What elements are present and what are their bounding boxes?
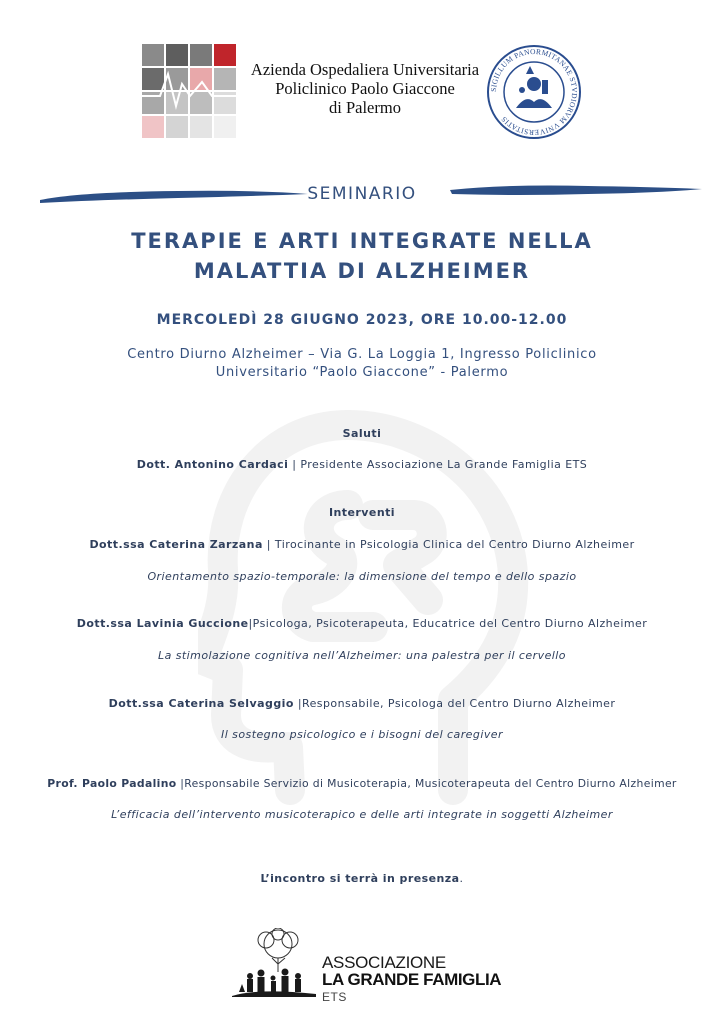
speaker-name: Dott.ssa Caterina Selvaggio — [108, 697, 294, 710]
speaker-2 — [0, 617, 724, 630]
speaker-role: |Responsabile Servizio di Musicoterapia, Musicoterapeuta del Centro Diurno Alzheimer — [176, 777, 677, 790]
speaker-name: Prof. Paolo Padalino — [47, 777, 177, 790]
hospital-name — [240, 60, 490, 117]
seal-text: SIGILLUM PANORMITANAE STVDIORVM VNIVERSITATIS — [488, 46, 580, 138]
event-location-line1: Centro Diurno Alzheimer – Via G. La Loggia 1, Ingresso Policlinico — [127, 347, 597, 362]
event-title-line2: MALATTIA DI ALZHEIMER — [193, 259, 531, 283]
university-seal — [486, 44, 582, 140]
talk-title-2: La stimolazione cognitiva nell’Alzheimer: una palestra per il cervello — [158, 649, 566, 662]
event-location — [0, 346, 724, 382]
hospital-logo — [142, 44, 238, 140]
event-title-line1: TERAPIE E ARTI INTEGRATE NELLA — [131, 229, 593, 253]
talk-title-4: L’efficacia dell’intervento musicoterapico e delle arti integrate in soggetti Alzheimer — [111, 808, 613, 821]
saluti-heading: Saluti — [342, 427, 382, 440]
event-location-line2: Universitario “Paolo Giaccone” - Palermo — [215, 365, 509, 380]
interventi-heading: Interventi — [328, 506, 396, 519]
event-kind: SEMINARIO — [307, 184, 417, 204]
hospital-name-line2: Policlinico Paolo Giaccone — [275, 79, 455, 98]
speaker-name: Dott. Antonino Cardaci — [136, 458, 289, 471]
closing-note: L’incontro si terrà in presenza. — [260, 872, 464, 885]
speaker-role: | Presidente Associazione La Grande Famiglia ETS — [288, 458, 588, 471]
event-title — [0, 226, 724, 286]
speaker-role: |Psicologa, Psicoterapeuta, Educatrice del Centro Diurno Alzheimer — [248, 617, 648, 630]
hospital-name-line1: Azienda Ospedaliera Universitaria — [250, 60, 480, 79]
talk-title-1: Orientamento spazio-temporale: la dimensione del tempo e dello spazio — [147, 570, 577, 583]
association-name-line3: ETS — [322, 990, 347, 1004]
family-tree-logo — [228, 928, 320, 998]
hospital-name-line3: di Palermo — [329, 98, 401, 117]
association-name-line2: LA GRANDE FAMIGLIA — [322, 970, 502, 989]
saluti-speaker — [0, 458, 724, 471]
speaker-name: Dott.ssa Lavinia Guccione — [76, 617, 249, 630]
event-date: MERCOLEDÌ 28 GIUGNO 2023, ORE 10.00-12.00 — [156, 312, 568, 328]
speaker-1 — [0, 538, 724, 551]
speaker-role: |Responsabile, Psicologa del Centro Diurno Alzheimer — [293, 697, 616, 710]
talk-title-3: Il sostegno psicologico e i bisogni del caregiver — [221, 728, 503, 741]
association-name-line1: ASSOCIAZIONE — [322, 953, 446, 972]
svg-text:SIGILLUM PANORMITANAE STVDIORV — [489, 47, 579, 137]
speaker-name: Dott.ssa Caterina Zarzana — [89, 538, 263, 551]
speaker-3 — [0, 697, 724, 710]
speaker-4 — [0, 777, 724, 790]
speaker-role: | Tirocinante in Psicologia Clinica del Centro Diurno Alzheimer — [262, 538, 635, 551]
